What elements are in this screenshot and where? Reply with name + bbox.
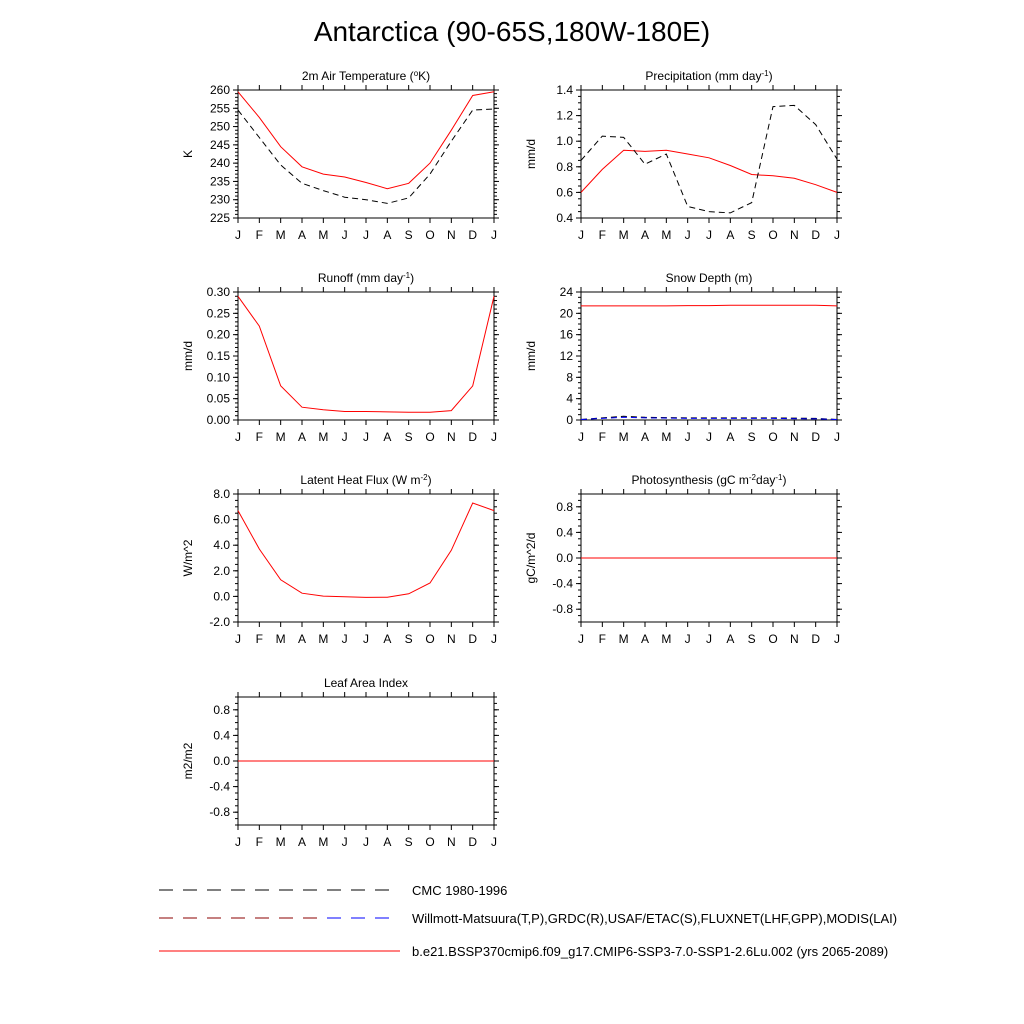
x-tick-label: N — [446, 632, 456, 646]
series-line-0 — [581, 150, 837, 192]
y-tick-label: 0.30 — [206, 285, 230, 299]
y-tick-label: 260 — [209, 83, 230, 97]
x-tick-label: M — [618, 430, 629, 444]
y-tick-label: 8 — [566, 370, 573, 385]
page-title: Antarctica (90-65S,180W-180E) — [313, 16, 711, 47]
chart-title: Photosynthesis (gC $m^{-2}day^{-1}$) — [631, 472, 787, 487]
y-axis-label: m2/m2 — [181, 742, 195, 780]
x-tick-label: S — [404, 430, 413, 444]
x-tick-label: D — [468, 632, 478, 646]
x-tick-label: A — [726, 632, 735, 646]
x-tick-label: M — [275, 228, 286, 242]
chart-panel-1 — [524, 69, 842, 243]
x-tick-label: D — [468, 835, 478, 849]
legend-item — [159, 944, 888, 959]
y-tick-label: -0.8 — [209, 805, 230, 820]
x-tick-label: J — [706, 228, 712, 242]
y-tick-label: 20 — [559, 306, 573, 321]
x-tick-label: J — [341, 632, 348, 646]
y-tick-label: 0.00 — [206, 413, 230, 427]
y-tick-label: 1.4 — [556, 83, 573, 97]
y-tick-label: 1.0 — [556, 134, 573, 149]
x-tick-label: J — [491, 228, 497, 242]
x-tick-label: D — [468, 430, 478, 444]
plot-frame — [581, 292, 837, 420]
x-tick-label: M — [661, 228, 672, 242]
x-tick-label: A — [383, 228, 392, 242]
y-tick-label: 6.0 — [213, 512, 230, 527]
x-tick-label: O — [768, 228, 778, 242]
x-tick-label: J — [341, 430, 348, 444]
y-axis-label: K — [181, 149, 195, 159]
x-tick-label: M — [318, 228, 329, 242]
x-tick-label: J — [363, 228, 369, 242]
x-tick-label: O — [425, 430, 435, 444]
series-line-2 — [581, 417, 837, 419]
y-tick-label: 0.10 — [206, 370, 230, 385]
x-tick-label: J — [235, 835, 241, 849]
y-tick-label: 24 — [559, 285, 573, 299]
x-tick-label: M — [275, 632, 286, 646]
y-tick-label: 0.20 — [206, 327, 230, 342]
x-tick-label: M — [318, 835, 329, 849]
y-tick-label: -0.4 — [209, 779, 230, 794]
y-tick-label: 0.8 — [556, 499, 573, 514]
y-tick-label: 0 — [566, 413, 573, 427]
series-line-1 — [581, 105, 837, 212]
y-tick-label: 0.05 — [206, 391, 230, 406]
x-tick-label: A — [383, 430, 392, 444]
x-tick-label: A — [297, 632, 307, 646]
x-tick-label: J — [341, 228, 348, 242]
legend-item — [159, 911, 897, 926]
x-tick-label: D — [468, 228, 478, 242]
chart-title: Latent Heat Flux (W $m^{-2}$) — [300, 472, 432, 487]
x-tick-label: N — [446, 430, 456, 444]
x-tick-label: A — [297, 228, 307, 242]
y-tick-label: 8.0 — [213, 487, 230, 501]
y-axis-label: mm/d — [524, 139, 538, 169]
x-tick-label: O — [425, 632, 435, 646]
x-tick-label: S — [404, 835, 413, 849]
y-axis-label: W/m^2 — [181, 539, 195, 577]
x-tick-label: J — [684, 228, 691, 242]
y-tick-label: 16 — [559, 327, 573, 342]
y-axis-label: gC/m^2/d — [524, 532, 538, 584]
x-tick-label: J — [706, 632, 712, 646]
y-tick-label: 0.4 — [556, 211, 573, 225]
x-tick-label: F — [598, 430, 607, 444]
x-tick-label: J — [235, 228, 241, 242]
x-tick-label: O — [425, 228, 435, 242]
x-tick-label: J — [491, 430, 497, 444]
x-tick-label: J — [578, 228, 584, 242]
x-tick-label: M — [318, 632, 329, 646]
y-axis-label: mm/d — [181, 341, 195, 371]
x-tick-label: S — [404, 632, 413, 646]
chart-panel-2 — [181, 271, 499, 445]
x-tick-label: F — [255, 430, 264, 444]
y-tick-label: 12 — [559, 349, 573, 363]
chart-title: Runoff (mm day$^{-1}$) — [317, 270, 415, 285]
series-line-1 — [581, 416, 837, 419]
x-tick-label: N — [446, 835, 456, 849]
y-tick-label: 0.25 — [206, 306, 230, 321]
y-tick-label: 0.15 — [206, 349, 230, 363]
x-tick-label: J — [834, 228, 840, 242]
x-tick-label: J — [834, 632, 840, 646]
y-tick-label: -2.0 — [209, 615, 230, 629]
x-tick-label: J — [491, 835, 497, 849]
chart-title: Precipitation (mm day$^{-1}$) — [645, 68, 773, 83]
chart-panel-3 — [524, 271, 842, 444]
x-tick-label: M — [661, 430, 672, 444]
series-line-0 — [238, 296, 494, 412]
x-tick-label: F — [598, 632, 607, 646]
x-tick-label: M — [618, 632, 629, 646]
x-tick-label: F — [598, 228, 607, 242]
x-tick-label: A — [726, 228, 735, 242]
x-tick-label: O — [425, 835, 435, 849]
chart-panel-6 — [181, 676, 499, 849]
x-tick-label: O — [768, 632, 778, 646]
x-tick-label: J — [363, 430, 369, 444]
x-tick-label: M — [275, 430, 286, 444]
chart-title: Leaf Area Index — [323, 676, 409, 690]
x-tick-label: A — [383, 835, 392, 849]
x-tick-label: J — [341, 835, 348, 849]
x-tick-label: N — [789, 632, 799, 646]
chart-title: Snow Depth (m) — [665, 271, 753, 285]
y-tick-label: 0.8 — [556, 159, 573, 174]
x-tick-label: J — [706, 430, 712, 444]
x-tick-label: N — [789, 228, 799, 242]
x-tick-label: A — [726, 430, 735, 444]
x-tick-label: D — [811, 430, 821, 444]
x-tick-label: F — [255, 228, 264, 242]
x-tick-label: J — [684, 632, 691, 646]
chart-panel-0 — [181, 69, 499, 243]
plot-frame — [238, 494, 494, 622]
x-tick-label: F — [255, 632, 264, 646]
x-tick-label: J — [363, 632, 369, 646]
y-tick-label: 2.0 — [213, 563, 230, 578]
y-tick-label: 1.2 — [556, 108, 573, 123]
x-tick-label: J — [235, 632, 241, 646]
x-tick-label: M — [661, 632, 672, 646]
x-tick-label: A — [383, 632, 392, 646]
x-tick-label: N — [446, 228, 456, 242]
y-tick-label: 0.4 — [556, 525, 573, 540]
x-tick-label: M — [275, 835, 286, 849]
x-tick-label: S — [747, 430, 756, 444]
y-tick-label: 245 — [209, 137, 230, 152]
x-tick-label: N — [789, 430, 799, 444]
x-tick-label: A — [640, 632, 650, 646]
y-tick-label: 230 — [209, 192, 230, 207]
y-tick-label: 255 — [209, 101, 230, 116]
x-tick-label: A — [640, 430, 650, 444]
x-tick-label: O — [768, 430, 778, 444]
x-tick-label: M — [318, 430, 329, 444]
legend-label: Willmott-Matsuura(T,P),GRDC(R),USAF/ETAC(S),FLUXNET(LHF,GPP),MODIS(LAI) — [412, 911, 898, 926]
series-line-0 — [581, 305, 837, 306]
chart-panel-5 — [524, 473, 842, 647]
y-tick-label: 4.0 — [213, 538, 230, 553]
x-tick-label: J — [363, 835, 369, 849]
x-tick-label: F — [255, 835, 264, 849]
legend-item — [159, 883, 507, 898]
x-tick-label: D — [811, 632, 821, 646]
y-tick-label: -0.4 — [552, 576, 573, 591]
x-tick-label: J — [578, 430, 584, 444]
chart-panel-4 — [181, 473, 499, 647]
x-tick-label: S — [747, 228, 756, 242]
chart-title: 2m Air Temperature ($^o$K) — [301, 68, 431, 83]
x-tick-label: S — [404, 228, 413, 242]
legend-label: CMC 1980-1996 — [412, 883, 508, 898]
y-tick-label: 235 — [209, 174, 230, 189]
x-tick-label: J — [684, 430, 691, 444]
x-tick-label: A — [297, 430, 307, 444]
y-tick-label: 0.6 — [556, 185, 573, 200]
y-tick-label: 250 — [209, 119, 230, 134]
y-axis-label: mm/d — [524, 341, 538, 371]
y-tick-label: 0.8 — [213, 702, 230, 717]
plot-frame — [238, 90, 494, 218]
y-tick-label: 0.0 — [213, 754, 230, 768]
y-tick-label: 0.0 — [213, 589, 230, 604]
y-tick-label: -0.8 — [552, 602, 573, 617]
x-tick-label: J — [834, 430, 840, 444]
y-tick-label: 0.4 — [213, 728, 230, 743]
x-tick-label: J — [235, 430, 241, 444]
x-tick-label: J — [491, 632, 497, 646]
plot-frame — [238, 292, 494, 420]
x-tick-label: A — [297, 835, 307, 849]
legend-label: b.e21.BSSP370cmip6.f09_g17.CMIP6-SSP3-7.0-SSP1-2.6Lu.002 (yrs 2065-2089) — [412, 944, 889, 959]
x-tick-label: D — [811, 228, 821, 242]
y-tick-label: 0.0 — [556, 551, 573, 565]
series-line-0 — [238, 92, 494, 189]
x-tick-label: S — [747, 632, 756, 646]
x-tick-label: A — [640, 228, 650, 242]
y-tick-label: 240 — [209, 156, 230, 171]
y-tick-label: 4 — [566, 391, 573, 406]
y-tick-label: 225 — [209, 211, 230, 225]
series-line-0 — [238, 503, 494, 597]
x-tick-label: M — [618, 228, 629, 242]
x-tick-label: J — [578, 632, 584, 646]
